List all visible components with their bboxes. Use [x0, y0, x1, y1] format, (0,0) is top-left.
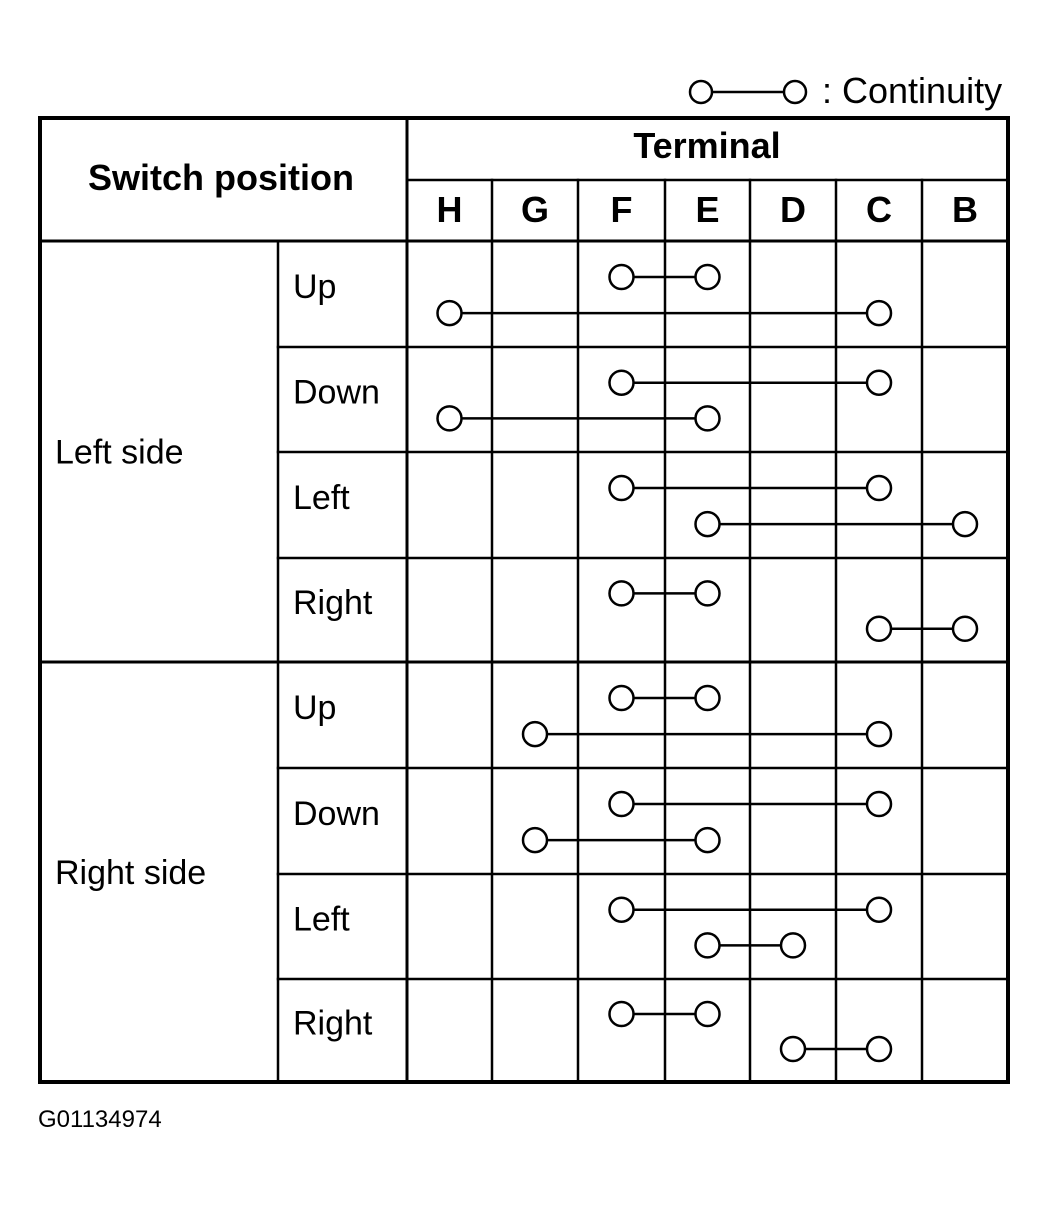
continuity-node — [781, 1037, 805, 1061]
switch-position-header: Switch position — [88, 157, 354, 198]
continuity-node — [523, 828, 547, 852]
continuity-node — [867, 476, 891, 500]
terminal-f-label: F — [610, 189, 633, 230]
continuity-node — [696, 581, 720, 605]
switch-row-label: Down — [293, 373, 380, 412]
continuity-node — [610, 371, 634, 395]
continuity-node — [523, 722, 547, 746]
terminal-h-label: H — [436, 189, 463, 230]
terminal-e-label: E — [695, 189, 720, 230]
switch-row-label: Right — [293, 1004, 373, 1043]
row-labels — [55, 268, 380, 1043]
continuity-node — [696, 1002, 720, 1026]
continuity-node — [696, 406, 720, 430]
continuity-node — [867, 301, 891, 325]
figure-code: G01134974 — [38, 1106, 162, 1133]
continuity-node — [610, 686, 634, 710]
continuity-node — [953, 617, 977, 641]
switch-row-label: Left — [293, 479, 350, 517]
continuity-node — [438, 406, 462, 430]
continuity-node — [696, 686, 720, 710]
table-headers — [88, 125, 781, 198]
continuity-node — [610, 476, 634, 500]
switch-row-label: Right — [293, 584, 373, 622]
table-grid — [40, 118, 1008, 1082]
terminal-d-label: D — [780, 189, 806, 230]
continuity-node — [696, 828, 720, 852]
group-label: Right side — [55, 854, 207, 892]
continuity-node — [438, 301, 462, 325]
continuity-node — [867, 898, 891, 922]
continuity-node — [696, 512, 720, 536]
continuity-node — [781, 933, 805, 957]
continuity-node — [867, 617, 891, 641]
continuity-node — [867, 1037, 891, 1061]
continuity-node — [610, 265, 634, 289]
terminal-labels — [437, 189, 979, 230]
continuity-node — [610, 898, 634, 922]
terminal-b-label: B — [952, 189, 978, 230]
terminal-header: Terminal — [633, 125, 781, 166]
switch-row-label: Down — [293, 795, 380, 833]
terminal-g-label: G — [520, 189, 550, 230]
legend-label: : Continuity — [822, 70, 1003, 111]
continuity-node — [867, 371, 891, 395]
switch-row-label: Up — [293, 268, 337, 306]
continuity-node — [696, 265, 720, 289]
terminal-c-label: C — [866, 189, 892, 230]
continuity-node — [610, 1002, 634, 1026]
switch-row-label: Up — [293, 689, 337, 727]
switch-row-label: Left — [293, 900, 350, 939]
continuity-node — [867, 722, 891, 746]
continuity-node — [867, 792, 891, 816]
continuity-node — [953, 512, 977, 536]
continuity-node — [696, 933, 720, 957]
continuity-connection-g-e — [523, 828, 720, 852]
continuity-node — [610, 581, 634, 605]
group-label: Left side — [55, 433, 184, 472]
continuity-node — [610, 792, 634, 816]
